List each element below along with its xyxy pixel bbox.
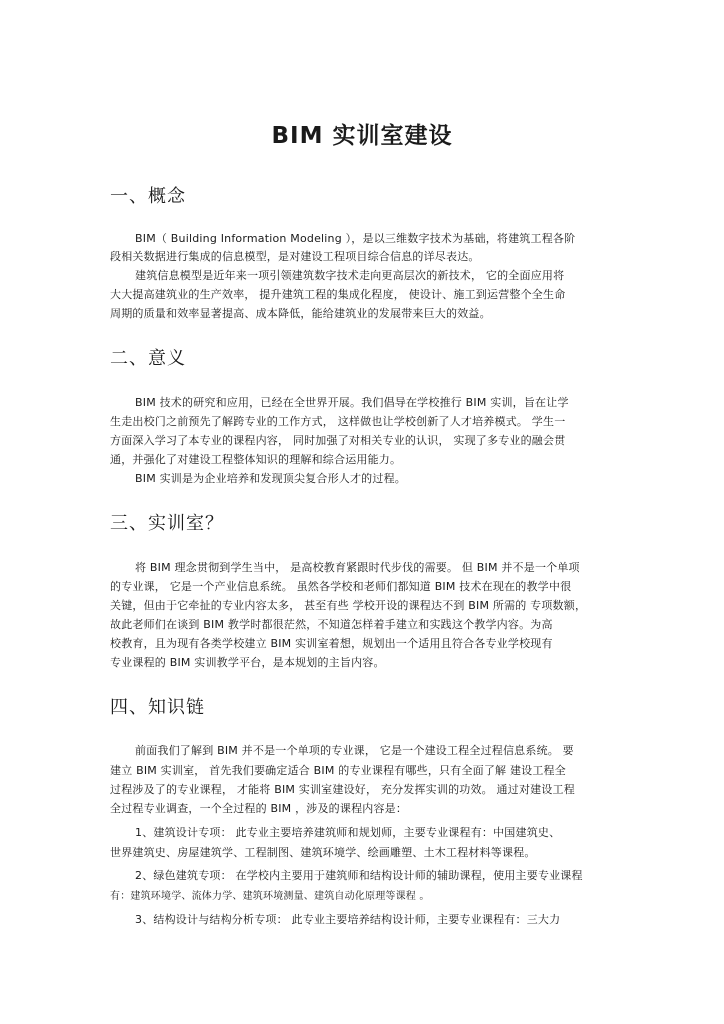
paragraph-line: 的专业课， 它是一个产业信息系统。 虽然各学校和老师们都知道 BIM 技术在现在的教学中很 xyxy=(110,580,572,593)
paragraph-line: 前面我们了解到 BIM 并不是一个单项的专业课， 它是一个建设工程全过程信息系统。 要 xyxy=(135,744,574,757)
paragraph-line: 生走出校门之前预先了解跨专业的工作方式， 这样做也让学校创新了人才培养模式。 学生一 xyxy=(110,415,566,428)
paragraph-line: 建筑信息模型是近年来一项引领建筑数字技术走向更高层次的新技术， 它的全面应用将 xyxy=(135,269,565,282)
paragraph-line: 校教育，且为现有各类学校建立 BIM 实训室着想，规划出一个适用且符合各专业学校现有 xyxy=(110,637,553,650)
list-item-line: 世界建筑史、房屋建筑学、工程制图、建筑环境学、绘画雕塑、土木工程材料等课程。 xyxy=(110,846,536,859)
section-heading-training-room: 三、实训室？ xyxy=(110,513,224,534)
paragraph-line: 全过程专业调查，一个全过程的 BIM ，涉及的课程内容是： xyxy=(110,802,408,815)
list-item-line: 1、建筑设计专项： 此专业主要培养建筑师和规划师，主要专业课程有：中国建筑史、 xyxy=(135,826,561,839)
document-title: BIM 实训室建设 xyxy=(271,123,453,149)
paragraph-line: 段相关数据进行集成的信息模型，是对建设工程项目综合信息的详尽表达。 xyxy=(110,250,480,263)
list-item-line: 2、绿色建筑专项： 在学校内主要用于建筑师和结构设计师的辅助课程，使用主要专业课程 xyxy=(135,869,583,882)
paragraph-line: 将 BIM 理念贯彻到学生当中， 是高校教育紧跟时代步伐的需要。 但 BIM 并不是一个单项 xyxy=(135,561,580,574)
paragraph-line: 关键，但由于它牵扯的专业内容太多， 甚至有些 学校开设的课程达不到 BIM 所需的 专项数额， xyxy=(110,599,587,612)
paragraph-line: BIM（ Building Information Modeling ），是以三维数字技术为基础，将建筑工程各阶 xyxy=(135,232,576,245)
paragraph-line: 周期的质量和效率显著提高、成本降低，能给建筑业的发展带来巨大的效益。 xyxy=(110,307,491,320)
list-item-line: 有：建筑环境学、流体力学、建筑环境测量、建筑自动化原理等课程 。 xyxy=(110,891,430,902)
paragraph-line: 通，并强化了对建设工程整体知识的理解和综合运用能力。 xyxy=(110,453,402,466)
section-heading-significance: 二、意义 xyxy=(110,348,186,369)
paragraph-line: 方面深入学习了本专业的课程内容， 同时加强了对相关专业的认识， 实现了多专业的融会贯 xyxy=(110,434,566,447)
list-item-line: 3、结构设计与结构分析专项： 此专业主要培养结构设计师，主要专业课程有：三大力 xyxy=(135,913,561,926)
paragraph-line: BIM 实训是为企业培养和发现顶尖复合形人才的过程。 xyxy=(135,472,406,485)
paragraph-line: 建立 BIM 实训室， 首先我们要确定适合 BIM 的专业课程有哪些，只有全面了解 建设工程全 xyxy=(110,764,566,777)
paragraph-line: BIM 技术的研究和应用，已经在全世界开展。我们倡导在学校推行 BIM 实训，旨在让学 xyxy=(135,396,569,409)
paragraph-line: 大大提高建筑业的生产效率， 提升建筑工程的集成化程度， 使设计、施工到运营整个全生命 xyxy=(110,288,566,301)
paragraph-line: 过程涉及了的专业课程， 才能将 BIM 实训室建设好， 充分发挥实训的功效。 通过对建设工程 xyxy=(110,783,575,796)
section-heading-concept: 一、概念 xyxy=(110,186,186,207)
paragraph-line: 专业课程的 BIM 实训教学平台，是本规划的主旨内容。 xyxy=(110,656,385,669)
section-heading-knowledge-chain: 四、知识链 xyxy=(110,697,205,718)
paragraph-line: 故此老师们在谈到 BIM 教学时都很茫然，不知道怎样着手建立和实践这个教学内容。为高 xyxy=(110,618,553,631)
